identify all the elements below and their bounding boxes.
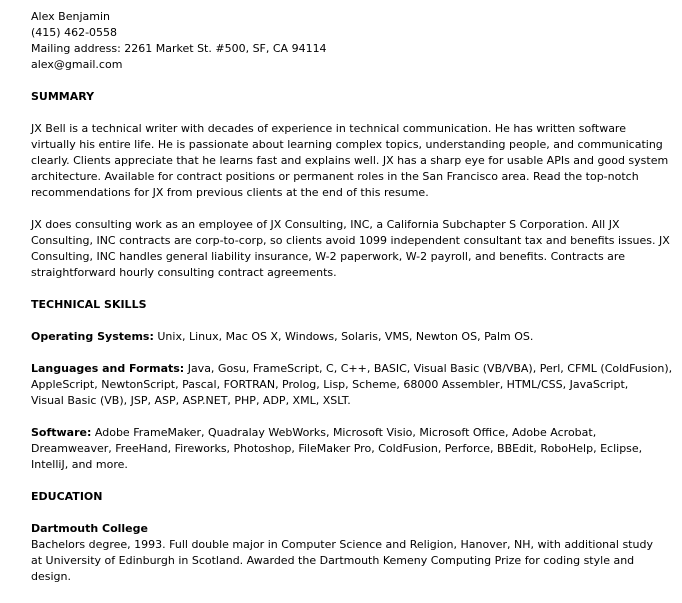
skills-section bbox=[31, 297, 673, 473]
skills-lang-label: Languages and Formats: bbox=[31, 362, 185, 375]
skills-software bbox=[31, 425, 642, 473]
summary-section bbox=[31, 89, 670, 281]
contact-block bbox=[31, 9, 642, 73]
skills-os bbox=[31, 329, 642, 345]
skills-os-label: Operating Systems: bbox=[31, 330, 154, 343]
contact-phone: (415) 462-0558 bbox=[31, 26, 118, 39]
summary-p1-line: virtually his entire life. He is passionate about learning complex topics, understanding people, and communicating bbox=[31, 138, 663, 151]
skills-lang-line bbox=[31, 361, 673, 377]
skills-languages bbox=[31, 361, 673, 409]
summary-p2-line: Consulting, INC contracts are corp-to-corp, so clients avoid 1099 independent consultant tax and benefits issues. JX bbox=[31, 234, 670, 247]
education-line: Bachelors degree, 1993. Full double major in Computer Science and Religion, Hanover, NH, with additional study bbox=[31, 538, 653, 551]
contact-name: Alex Benjamin bbox=[31, 10, 110, 23]
skills-os-text: Unix, Linux, Mac OS X, Windows, Solaris, VMS, Newton OS, Palm OS. bbox=[153, 330, 534, 343]
skills-os-line bbox=[31, 329, 642, 345]
contact-address: Mailing address: 2261 Market St. #500, SF, CA 94114 bbox=[31, 42, 327, 55]
skills-heading: TECHNICAL SKILLS bbox=[31, 298, 147, 311]
education-section bbox=[31, 489, 653, 585]
education-heading: EDUCATION bbox=[31, 490, 103, 503]
summary-paragraph-1 bbox=[31, 121, 669, 201]
education-line: at University of Edinburgh in Scotland. Awarded the Dartmouth Kemeny Computing Prize for coding style and bbox=[31, 554, 635, 567]
summary-p1-line: JX Bell is a technical writer with decades of experience in technical communication. He has written software bbox=[31, 122, 626, 135]
summary-p1-line: clearly. Clients appreciate that he learns fast and explains well. JX has a sharp eye for usable APIs and good system bbox=[31, 154, 669, 167]
summary-p2-line: JX does consulting work as an employee of JX Consulting, INC, a California Subchapter S Corporation. All JX bbox=[31, 218, 620, 231]
skills-soft-label: Software: bbox=[31, 426, 92, 439]
skills-soft-line: Dreamweaver, FreeHand, Fireworks, Photoshop, FileMaker Pro, ColdFusion, Perforce, BBEdit, RoboHelp, Eclipse, bbox=[31, 442, 643, 455]
skills-soft-line bbox=[31, 425, 642, 441]
summary-heading: SUMMARY bbox=[31, 90, 95, 103]
skills-lang-line: Visual Basic (VB), JSP, ASP, ASP.NET, PHP, ADP, XML, XSLT. bbox=[31, 394, 351, 407]
contact-email: alex@gmail.com bbox=[31, 58, 123, 71]
summary-paragraph-2 bbox=[31, 217, 670, 281]
skills-lang-line: AppleScript, NewtonScript, Pascal, FORTRAN, Prolog, Lisp, Scheme, 68000 Assembler, HTML/CSS, JavaScript, bbox=[31, 378, 629, 391]
summary-p2-line: straightforward hourly consulting contract agreements. bbox=[31, 266, 337, 279]
skills-soft-line: IntelliJ, and more. bbox=[31, 458, 128, 471]
education-line: design. bbox=[31, 570, 71, 583]
education-school: Dartmouth College bbox=[31, 522, 148, 535]
summary-p2-line: Consulting, INC handles general liability insurance, W-2 paperwork, W-2 payroll, and benefits. Contracts are bbox=[31, 250, 625, 263]
skills-soft-text: Adobe FrameMaker, Quadralay WebWorks, Microsoft Visio, Microsoft Office, Adobe Acrobat, bbox=[91, 426, 597, 439]
summary-p1-line: recommendations for JX from previous clients at the end of this resume. bbox=[31, 186, 429, 199]
summary-p1-line: architecture. Available for contract positions or permanent roles in the San Francisco area. Read the top-notch bbox=[31, 170, 639, 183]
skills-lang-text: Java, Gosu, FrameScript, C, C++, BASIC, Visual Basic (VB/VBA), Perl, CFML (ColdFusion), bbox=[184, 362, 673, 375]
